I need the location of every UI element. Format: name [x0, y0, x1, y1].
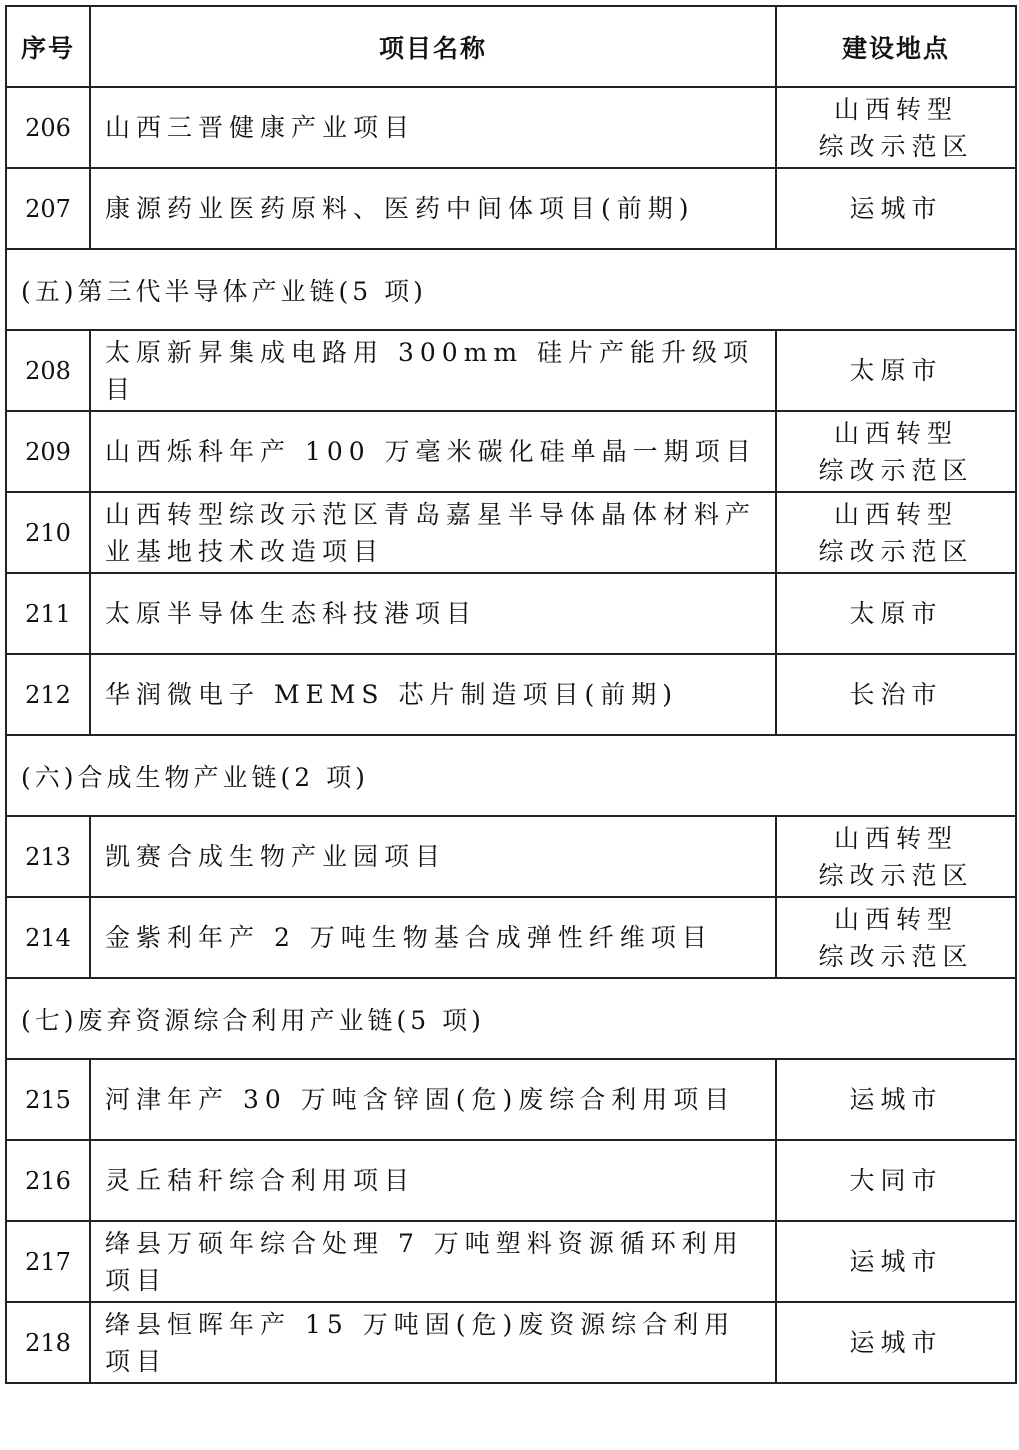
cell-num: 209 — [6, 411, 90, 492]
cell-name: 太原新昇集成电路用 300mm 硅片产能升级项目 — [90, 330, 776, 411]
table-row — [6, 411, 1016, 492]
cell-num: 206 — [6, 87, 90, 168]
table-row — [6, 897, 1016, 978]
section-row — [6, 249, 1016, 330]
cell-location: 运城市 — [776, 168, 1016, 249]
section-row — [6, 735, 1016, 816]
cell-name: 河津年产 30 万吨含锌固(危)废综合利用项目 — [90, 1059, 776, 1140]
cell-name: 山西转型综改示范区青岛嘉星半导体晶体材料产业基地技术改造项目 — [90, 492, 776, 573]
cell-name: 金紫利年产 2 万吨生物基合成弹性纤维项目 — [90, 897, 776, 978]
cell-location: 太原市 — [776, 330, 1016, 411]
table-row — [6, 1302, 1016, 1383]
cell-name: 绛县万硕年综合处理 7 万吨塑料资源循环利用项目 — [90, 1221, 776, 1302]
table-row — [6, 816, 1016, 897]
cell-location: 山西转型 综改示范区 — [776, 411, 1016, 492]
section-title: (六)合成生物产业链(2 项) — [6, 735, 1016, 816]
cell-name: 太原半导体生态科技港项目 — [90, 573, 776, 654]
cell-location: 山西转型 综改示范区 — [776, 897, 1016, 978]
cell-name: 绛县恒晖年产 15 万吨固(危)废资源综合利用项目 — [90, 1302, 776, 1383]
cell-location: 运城市 — [776, 1302, 1016, 1383]
table-row — [6, 1140, 1016, 1221]
cell-name: 山西烁科年产 100 万毫米碳化硅单晶一期项目 — [90, 411, 776, 492]
table-row — [6, 1059, 1016, 1140]
cell-name: 凯赛合成生物产业园项目 — [90, 816, 776, 897]
cell-location: 太原市 — [776, 573, 1016, 654]
cell-num: 215 — [6, 1059, 90, 1140]
cell-num: 217 — [6, 1221, 90, 1302]
cell-num: 211 — [6, 573, 90, 654]
section-title: (七)废弃资源综合利用产业链(5 项) — [6, 978, 1016, 1059]
table-row — [6, 330, 1016, 411]
cell-location: 大同市 — [776, 1140, 1016, 1221]
cell-name: 华润微电子 MEMS 芯片制造项目(前期) — [90, 654, 776, 735]
cell-num: 216 — [6, 1140, 90, 1221]
cell-num: 208 — [6, 330, 90, 411]
table-row — [6, 573, 1016, 654]
cell-name: 灵丘秸秆综合利用项目 — [90, 1140, 776, 1221]
table-row — [6, 168, 1016, 249]
project-table — [5, 5, 1017, 1384]
cell-location: 山西转型 综改示范区 — [776, 87, 1016, 168]
table-header-row — [6, 6, 1016, 87]
section-row — [6, 978, 1016, 1059]
table-row — [6, 654, 1016, 735]
table-row — [6, 87, 1016, 168]
cell-num: 210 — [6, 492, 90, 573]
header-name: 项目名称 — [90, 6, 776, 87]
cell-location: 山西转型 综改示范区 — [776, 492, 1016, 573]
cell-num: 207 — [6, 168, 90, 249]
table-row — [6, 1221, 1016, 1302]
cell-num: 213 — [6, 816, 90, 897]
cell-num: 212 — [6, 654, 90, 735]
header-location: 建设地点 — [776, 6, 1016, 87]
cell-location: 运城市 — [776, 1221, 1016, 1302]
cell-num: 214 — [6, 897, 90, 978]
table-row — [6, 492, 1016, 573]
cell-num: 218 — [6, 1302, 90, 1383]
header-num: 序号 — [6, 6, 90, 87]
table-body — [6, 87, 1016, 1383]
section-title: (五)第三代半导体产业链(5 项) — [6, 249, 1016, 330]
cell-location: 运城市 — [776, 1059, 1016, 1140]
cell-location: 山西转型 综改示范区 — [776, 816, 1016, 897]
cell-name: 山西三晋健康产业项目 — [90, 87, 776, 168]
cell-name: 康源药业医药原料、医药中间体项目(前期) — [90, 168, 776, 249]
cell-location: 长治市 — [776, 654, 1016, 735]
